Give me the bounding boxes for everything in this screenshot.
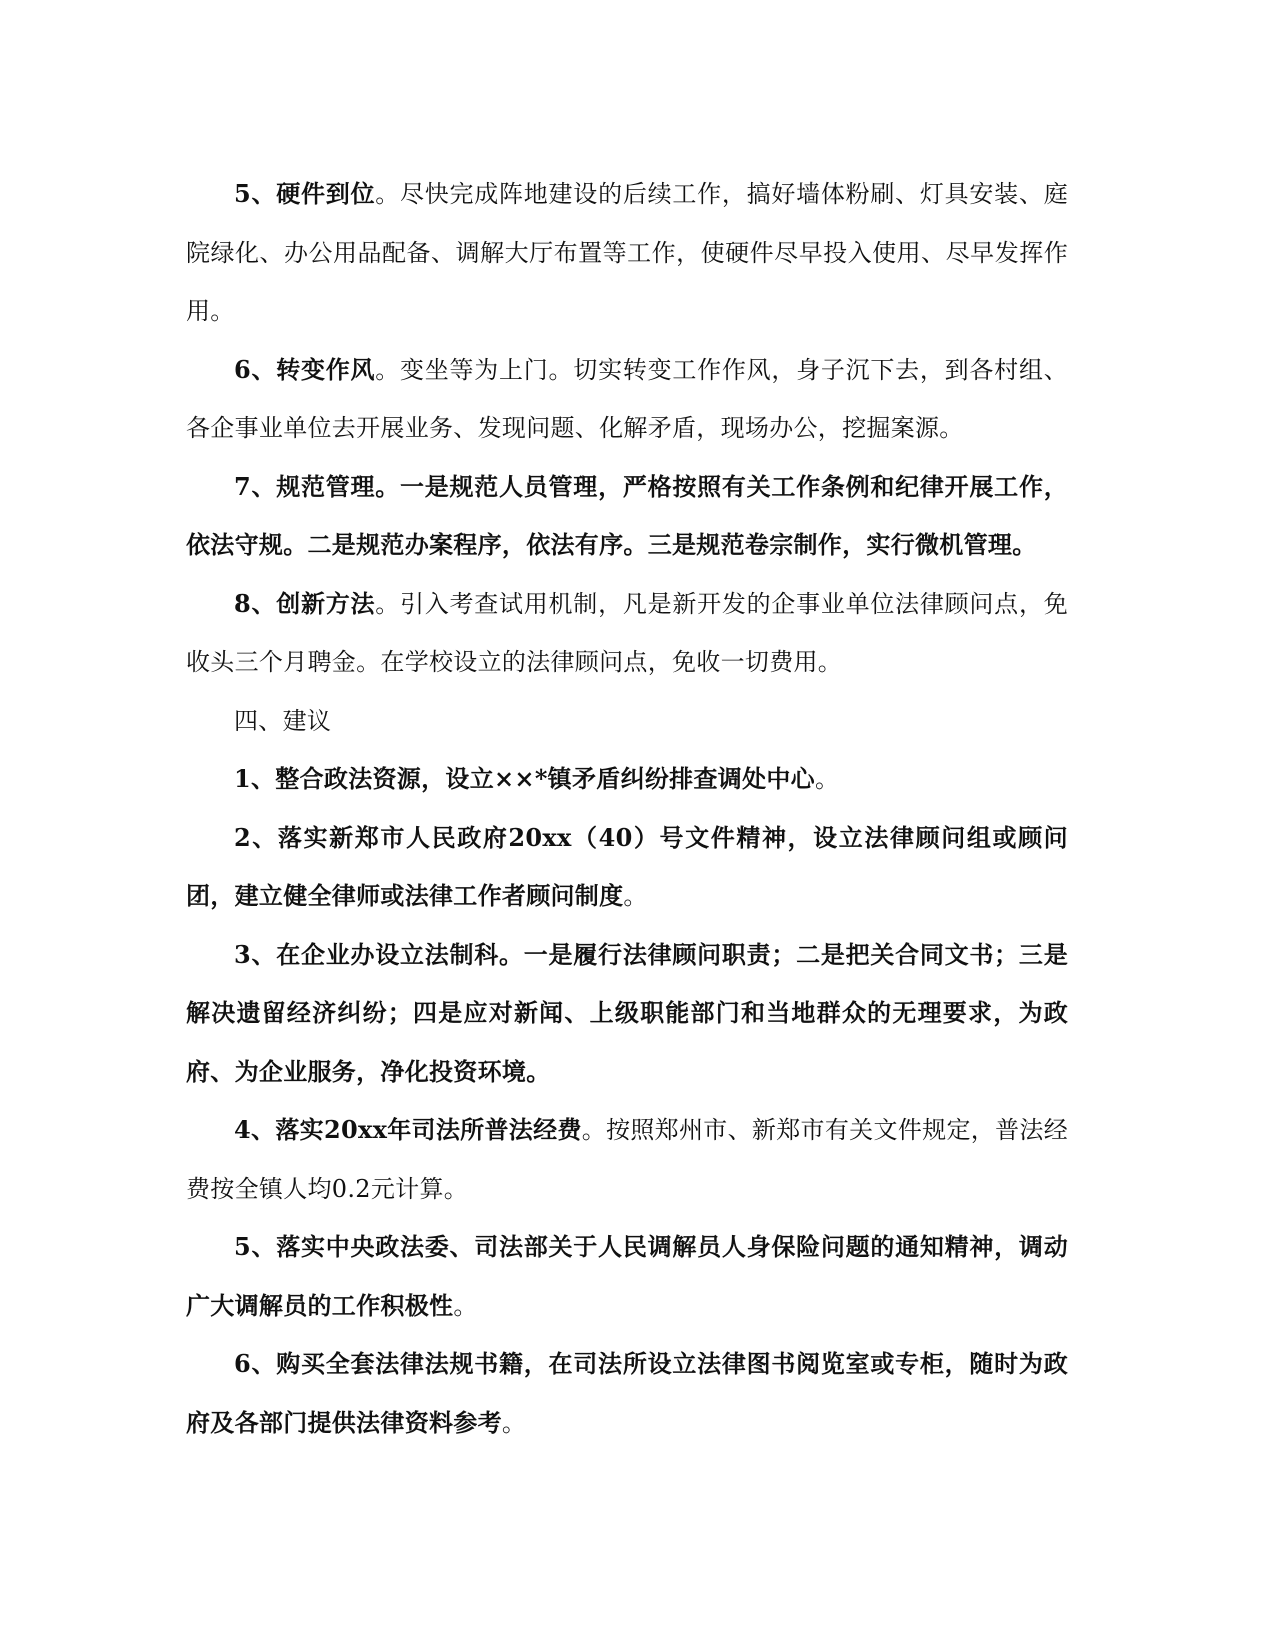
paragraph-lead: 7、规范管理: [234, 471, 376, 501]
paragraph-lead: 5、硬件到位: [234, 179, 376, 208]
document-body: [186, 165, 1068, 1452]
paragraph-hardware: [186, 165, 1068, 341]
suggestion-item-6: [186, 1335, 1068, 1452]
section-heading-text: 四、建议: [234, 706, 332, 735]
paragraph-lead: 3、在企业办设立法制科: [234, 939, 500, 969]
suggestion-item-1: [186, 750, 1068, 809]
paragraph-text: 。: [453, 1291, 478, 1320]
paragraph-lead: 8、创新方法: [234, 588, 376, 618]
paragraph-lead: 5、落实中央政法委、司法部关于人民调解员人身保险问题的通知精神，调动广大调解员的工作积极性: [186, 1232, 1068, 1320]
suggestion-item-2: [186, 809, 1068, 926]
paragraph-text: 。一是履行法律顾问职责；二是把关合同文书；三是解决遗留经济纠纷；四是应对新闻、上级职能部门和当地群众的无理要求，为政府、为企业服务，净化投资环境。: [186, 939, 1068, 1086]
paragraph-lead: 6、购买全套法律法规书籍，在司法所设立法律图书阅览室或专柜，随时为政府及各部门提供法律资料参考: [186, 1349, 1068, 1437]
paragraph-innovation: [186, 575, 1068, 692]
paragraph-text: 。按照郑州市、新郑市有关文件规定，普法经费按全镇人均0.2元计算。: [186, 1116, 1069, 1203]
suggestion-item-4: [186, 1101, 1068, 1218]
section-heading-suggestions: [186, 692, 1068, 751]
paragraph-text: 。变坐等为上门。切实转变工作作风，身子沉下去，到各村组、各企事业单位去开展业务、发现问题、化解矛盾，现场办公，挖掘案源。: [186, 355, 1068, 442]
paragraph-lead: 4、落实20xx年司法所普法经费: [234, 1115, 582, 1144]
suggestion-item-5: [186, 1218, 1068, 1335]
paragraph-text: 。尽快完成阵地建设的后续工作，搞好墙体粉刷、灯具安装、庭院绿化、办公用品配备、调解大厅布置等工作，使硬件尽早投入使用、尽早发挥作用。: [186, 180, 1068, 325]
paragraph-text: 。一是规范人员管理，严格按照有关工作条例和纪律开展工作，依法守规。二是规范办案程序，依法有序。三是规范卷宗制作，实行微机管理。: [186, 471, 1068, 559]
paragraph-text: 。: [814, 765, 840, 793]
paragraph-text: 。: [501, 1408, 527, 1437]
suggestion-item-3: [186, 926, 1068, 1102]
paragraph-standard-management: [186, 458, 1068, 575]
paragraph-lead: 6、转变作风: [234, 354, 376, 384]
paragraph-lead: 1、整合政法资源，设立××*镇矛盾纠纷排查调处中心: [234, 764, 815, 793]
paragraph-work-style: [186, 341, 1068, 458]
paragraph-text: 。引入考查试用机制，凡是新开发的企事业单位法律顾问点，免收头三个月聘金。在学校设立的法律顾问点，免收一切费用。: [186, 589, 1068, 676]
paragraph-text: 。: [623, 882, 648, 910]
paragraph-lead: 2、落实新郑市人民政府20xx（40）号文件精神，设立法律顾问组或顾问团，建立健全律师或法律工作者顾问制度: [186, 822, 1068, 910]
